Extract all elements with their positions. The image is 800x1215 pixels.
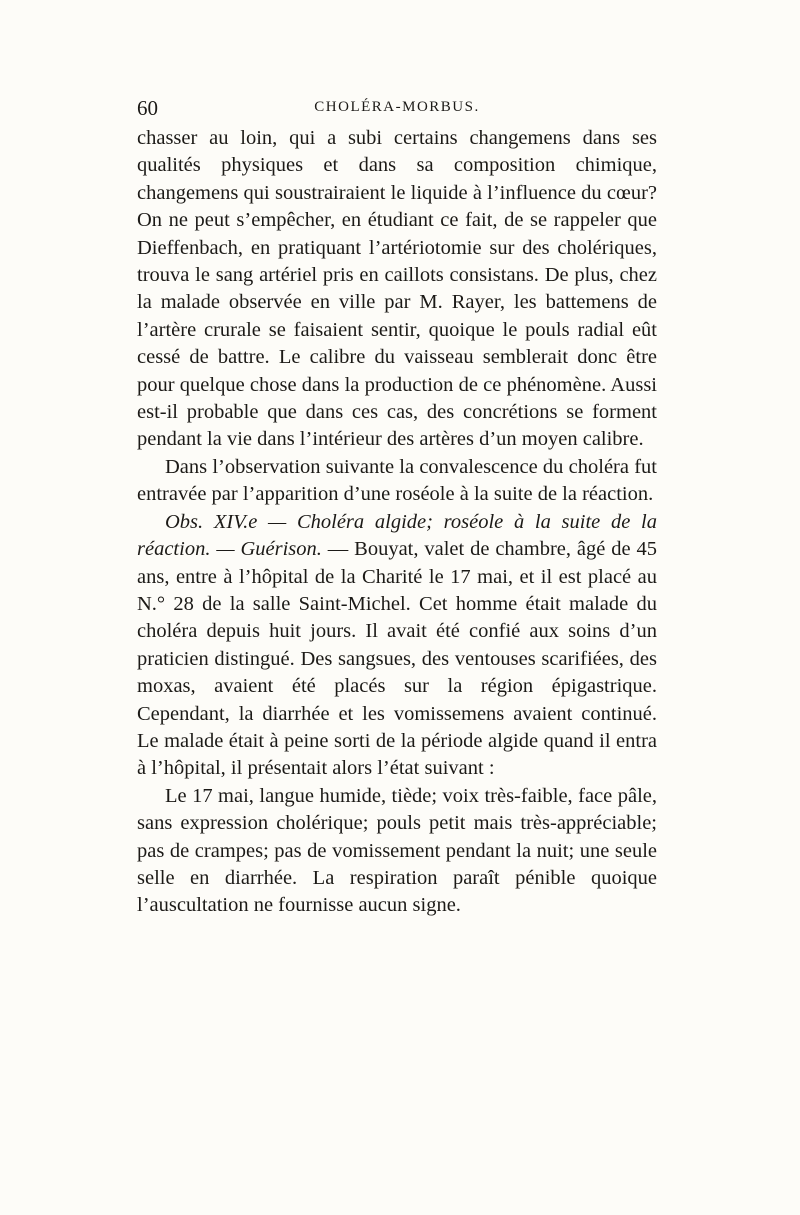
running-title: CHOLÉRA-MORBUS. <box>314 99 480 115</box>
paragraph-continuation <box>137 125 657 454</box>
paragraph-text: Le 17 mai, langue humide, tiède; voix très-faible, face pâle, sans expression cholérique; pouls petit mais très-appréciable; pas de crampes; pas de vomissement pendant la nuit; une seule selle en diarrhée. La respiration paraît pénible quoique l’auscultation ne fournisse aucun signe. <box>137 784 657 917</box>
paragraph-observation <box>137 509 657 783</box>
paragraph-clinical-notes <box>137 783 657 920</box>
paragraph-text: Dans l’observation suivante la convalescence du choléra fut entravée par l’apparition d’une roséole à la suite de la réaction. <box>137 455 657 506</box>
page-number: 60 <box>137 96 158 120</box>
page-header <box>137 96 657 120</box>
paragraph-text: — Bouyat, valet de chambre, âgé de 45 ans, entre à l’hôpital de la Charité le 17 mai, et il est placé au N.° 28 de la salle Saint-Michel. Cet homme était malade du choléra depuis huit jours. Il avait été confié aux soins d’un praticien distingué. Des sangsues, des ventouses scarifiées, des moxas, avaient été placés sur la région épigastrique. Cependant, la diarrhée et les vomissemens avaient continué. Le malade était à peine sorti de la période algide quand il entra à l’hôpital, il présentait alors l’état suivant : <box>137 538 657 780</box>
observation-heading: Obs. XIV.e — Choléra algide; roséole à la suite de la réaction. — Guérison. <box>137 510 657 561</box>
paragraph-text: chasser au loin, qui a subi certains changemens dans ses qualités physiques et dans sa composition chimique, changemens qui soustrairaient le liquide à l’influence du cœur? On ne peut s’empêcher, en étudiant ce fait, de se rappeler que Dieffenbach, en pratiquant l’artériotomie sur des cholériques, trouva le sang artériel pris en caillots consistans. De plus, chez la malade observée en ville par M. Rayer, les battemens de l’artère crurale se faisaient sentir, quoique le pouls radial eût cessé de battre. Le calibre du vaisseau semblerait donc être pour quelque chose dans la production de ce phénomène. Aussi est-il probable que dans ces cas, des concrétions se forment pendant la vie dans l’intérieur des artères d’un moyen calibre. <box>137 127 657 451</box>
paragraph-transition <box>137 454 657 509</box>
body-text <box>137 125 657 920</box>
